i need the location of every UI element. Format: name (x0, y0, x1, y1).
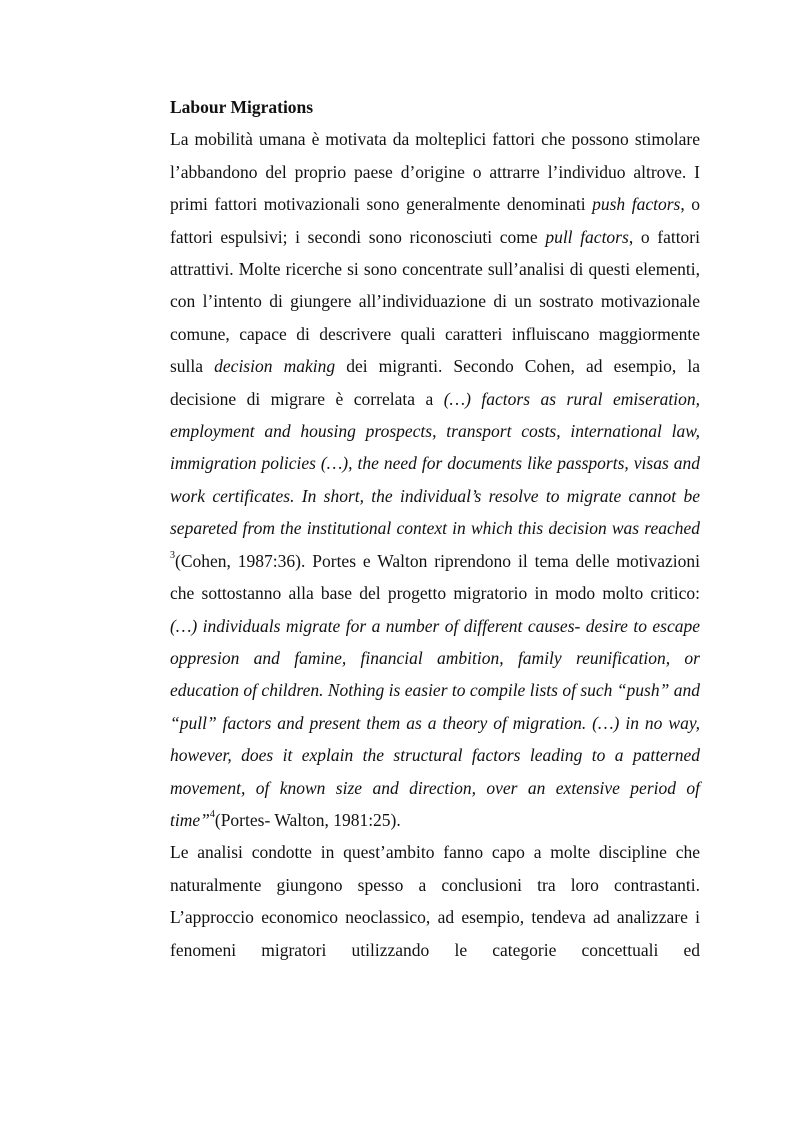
p1-text-3: , o fattori attrattivi. Molte ricerche si sono concentrate sull’analisi di questi elementi, con l’intento di giungere all’individuazione di un sostrato motivazionale comune, capace di descrivere quali caratteri influiscano maggiormente sulla (170, 226, 700, 377)
paragraph-2: Le analisi condotte in quest’ambito fanno capo a molte discipline che naturalmente giungono spesso a conclusioni tra loro contrastanti. L’approccio economico neoclassico, ad esempio, tendeva ad analizzare i fenomeni migratori utilizzando le categorie concettuali ed (170, 842, 700, 960)
cohen-quote: (…) factors as rural emiseration, employment and housing prospects, transport costs, international law, immigration policies (…), the need for documents like passports, visas and work certificates. In short, the individual’s resolve to migrate cannot be separeted from the institutional context in which this decision was reached (170, 388, 700, 539)
portes-walton-quote: (…) individuals migrate for a number of different causes- desire to escape oppresion and famine, financial ambition, family reunification, or education of children. Nothing is easier to compile lists of such “push” and “pull” factors and present them as a theory of migration. (…) in no way, however, does it explain the structural factors leading to a patterned movement, of known size and direction, over an extensive period of time” (170, 615, 700, 830)
footnote-ref-3[interactable]: 3 (170, 549, 175, 561)
p1-text-1: La mobilità umana è motivata da molteplici fattori che possono stimolare l’abbandono del proprio paese d’origine o attrarre l’individuo altrove. I primi fattori motivazionali sono generalmente denominati (170, 129, 700, 215)
p1-text-4: dei migranti. Secondo Cohen, ad esempio, la decisione di migrare è correlata a (170, 356, 700, 409)
footnote-ref-4[interactable]: 4 (209, 809, 215, 821)
portes-walton-citation: (Portes- Walton, 1981:25). (214, 809, 401, 830)
decision-making-term: decision making (214, 356, 336, 377)
section-heading: Labour Migrations (170, 97, 314, 117)
pull-factors-term: pull factors (545, 226, 629, 247)
push-factors-term: push factors (592, 194, 681, 215)
paragraph-1 (170, 123, 700, 836)
cohen-citation: (Cohen, 1987:36). Portes e Walton riprendono il tema delle motivazioni che sottostanno alla base del progetto migratorio in modo molto critico: (170, 550, 700, 604)
p1-text-2: , o fattori espulsivi; i secondi sono riconosciuti come (170, 194, 700, 247)
body-text (170, 91, 700, 966)
